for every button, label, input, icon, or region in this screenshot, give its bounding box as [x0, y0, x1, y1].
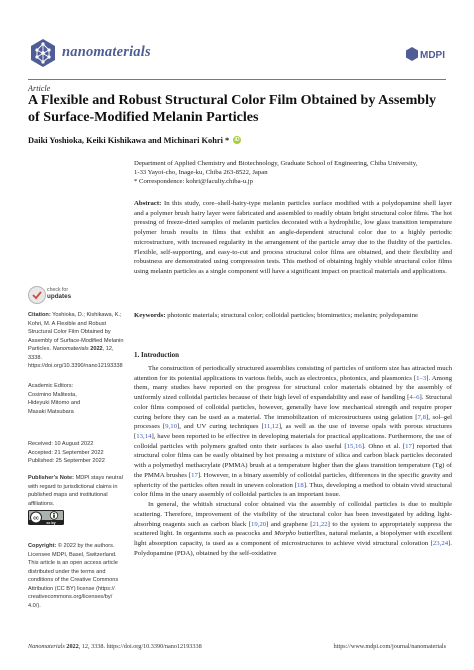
- intro-paragraph-1: The construction of periodically structured assemblies consisting of particles of uniform size has attracted much attention for its potential applications in various fields, such as electronics, photonics, and plasmonics [1–3]. Among them, many studies have reported on the progress for structural color materials obtained by the assembly of uniformly sized colloidal particles because of their high level of expandability and ease of handling [4–6]. Structural color films composed of colloidal particles, however, generally have low mechanical strength and require proper curing before they can be used as a material. The immobilization of microstructures using gelation [7,8], sol–gel processes [9,10], and UV curing techniques [11,12], as well as the use of inverse opals with porous structures [13,14], have been reported to be effective in developing materials for practical applications. Furthermore, the use of colloidal particles with polymers grafted onto their surfaces is also useful [15,16]. Ohno et al. [17] reported that structural color films can be easily obtained by hot pressing a mixture of silica and carbon black particles decorated with a polymethyl methacrylate (PMMA) brush at a temperature higher than the glass transition temperature (Tg) of the PMMA brushes [17]. However, in a binary assembly of colloidal particles, differences in the specific gravity and sphericity of the particles often result in uneven coloration [18]. Thus, developing a method to obtain vivid structural color films in the unary assembly of colloidal particles is an important issue.: [134, 365, 452, 499]
- footer-doi[interactable]: , 12, 3338. https://doi.org/10.3390/nano12193338: [78, 643, 202, 650]
- citation-journal: Nanomaterials: [52, 346, 89, 352]
- footer-citation: [28, 643, 202, 650]
- article-type: Article: [28, 84, 51, 93]
- article-dates: [28, 440, 124, 466]
- keywords: [134, 311, 452, 320]
- footer-year: 2022: [66, 643, 79, 650]
- reference-link[interactable]: 4–6: [409, 394, 420, 402]
- received-date: Received: 10 August 2022: [28, 441, 94, 447]
- check-updates-line1: check for: [47, 287, 69, 293]
- check-for-updates-button[interactable]: [28, 286, 108, 304]
- svg-text:cc: cc: [33, 515, 39, 522]
- intro-paragraph-2: In general, the whitish structural color obtained via the assembly of colloidal particles is due to multiple scattering. Therefore, improvement of the visibility of the structural color has been investigated by adding light-absorbing reagents such as carbon black [19,20] and graphene [21,22] to the system to appropriately suppress the scattered light. In organisms such as peacocks and Morpho butterflies, natural melanin, a biopolymer with excellent light absorption capacity, is used as a component of microstructures to achieve vivid structural coloration [23,24]. Polydopamine (PDA), obtained by the self-oxidative: [134, 501, 452, 557]
- author-list: Daiki Yoshioka, Keiki Kishikawa and Michinari Kohri *: [28, 136, 230, 145]
- publisher-note: [28, 474, 124, 508]
- reference-link[interactable]: 11,12: [263, 423, 279, 431]
- mdpi-logo: [405, 47, 447, 61]
- affiliation: [134, 160, 452, 178]
- reference-link[interactable]: 23,24: [432, 539, 449, 547]
- accepted-date: Accepted: 21 September 2022: [28, 449, 104, 456]
- publisher-name: MDPI: [420, 50, 445, 61]
- header-divider: [28, 79, 446, 80]
- keywords-text: photonic materials; structural color; colloidal particles; biomimetics; melanin; polydopamine: [167, 312, 418, 319]
- abstract-text: In this study, core–shell-hairy-type melanin particles surface modified with a polydopamine shell layer and a polymer brush hairy layer were fabricated and assembled to readily obtain bright structural color films. The hot pressing of freeze-dried samples of melanin particles decorated with a hydrophilic, low glass transition temperature polymer brush results in films that exhibit an angle-dependent structural color due to a highly periodic microstructure, with increased regularity in the arrangement of the particle array due to the fluidity of the particles. Flexible, self-supporting, and easy-to-cut and process structural color films are obtained, and their flexibility and robustness are demonstrated using compression tests. This method of obtaining highly visible structural color films using melanin particles as a single component will have a significant impact on practical materials and applications.: [134, 200, 453, 276]
- copyright-notice: [28, 542, 124, 610]
- reference-link[interactable]: 17: [191, 471, 198, 479]
- reference-link[interactable]: 19,20: [250, 520, 267, 528]
- editor-name: Cosimino Malitesta,: [28, 391, 77, 398]
- check-updates-line2: updates: [47, 292, 72, 300]
- publisher-note-label: Publisher’s Note:: [28, 475, 75, 481]
- update-check-icon: [28, 286, 46, 304]
- reference-link[interactable]: 15,16: [346, 442, 362, 450]
- footer-journal: Nanomaterials: [28, 643, 65, 650]
- academic-editors: [28, 382, 124, 416]
- introduction-body: [134, 364, 452, 558]
- citation-volume-doi[interactable]: , 12, 3338. https://doi.org/10.3390/nano12193338: [28, 346, 123, 369]
- reference-link[interactable]: 17: [405, 442, 412, 450]
- copyright-text: © 2022 by the authors. Licensee MDPI, Basel, Switzerland. This article is an open access article distributed under the terms and conditions of the Creative Commons Attribution (CC BY) license (https:// creativecommons.org/licenses/by/ 4.0/).: [28, 543, 119, 609]
- citation-text: Yoshioka, D.; Kishikawa, K.; Kohri, M. A Flexible and Robust Structural Color Film Obtained by Assembly of Surface-Modified Melanin Particles.: [28, 312, 124, 352]
- editor-name: Masaki Matsubara: [28, 408, 74, 415]
- abstract-label: Abstract:: [134, 200, 162, 207]
- affiliation-line: 1-33 Yayoi-cho, Inage-ku, Chiba 263-8522, Japan: [134, 168, 268, 176]
- abstract: [134, 199, 452, 277]
- affiliation-line: Department of Applied Chemistry and Biotechnology, Graduate School of Engineering, Chiba University,: [134, 160, 418, 167]
- cc-by-license-icon[interactable]: [28, 510, 64, 525]
- footer-journal-url[interactable]: https://www.mdpi.com/journal/nanomaterials: [333, 643, 446, 650]
- citation-year: 2022: [90, 346, 103, 352]
- citation-label: Citation:: [28, 312, 51, 318]
- orcid-icon[interactable]: iD: [234, 137, 240, 143]
- editor-name: Hideyuki Mitomo and: [28, 400, 81, 406]
- reference-link[interactable]: 18: [296, 481, 304, 489]
- cc-badge-label: cc by: [46, 520, 56, 525]
- journal-name: nanomaterials: [62, 44, 151, 60]
- reference-link[interactable]: 1–3: [416, 374, 427, 382]
- reference-link[interactable]: 21,22: [312, 520, 328, 528]
- editors-label: Academic Editors:: [28, 383, 74, 389]
- publisher-note-text: MDPI stays neutral with regard to jurisdictional claims in published maps and institutional affiliations.: [28, 475, 123, 507]
- copyright-label: Copyright:: [28, 543, 57, 549]
- published-date: Published: 25 September 2022: [28, 458, 105, 464]
- article-title: A Flexible and Robust Structural Color Film Obtained by Assembly of Surface-Modified Melanin Particles: [28, 92, 437, 125]
- section-heading: 1. Introduction: [134, 351, 179, 359]
- reference-link[interactable]: 13,14: [136, 433, 152, 441]
- hexagon-network-icon: [28, 38, 58, 68]
- keywords-label: Keywords:: [134, 312, 166, 319]
- reference-link[interactable]: 9,10: [165, 423, 177, 431]
- citation-block: [28, 311, 124, 371]
- correspondence: * Correspondence: kohri@faculty.chiba-u.jp: [134, 178, 254, 185]
- reference-link[interactable]: 7,8: [417, 413, 426, 421]
